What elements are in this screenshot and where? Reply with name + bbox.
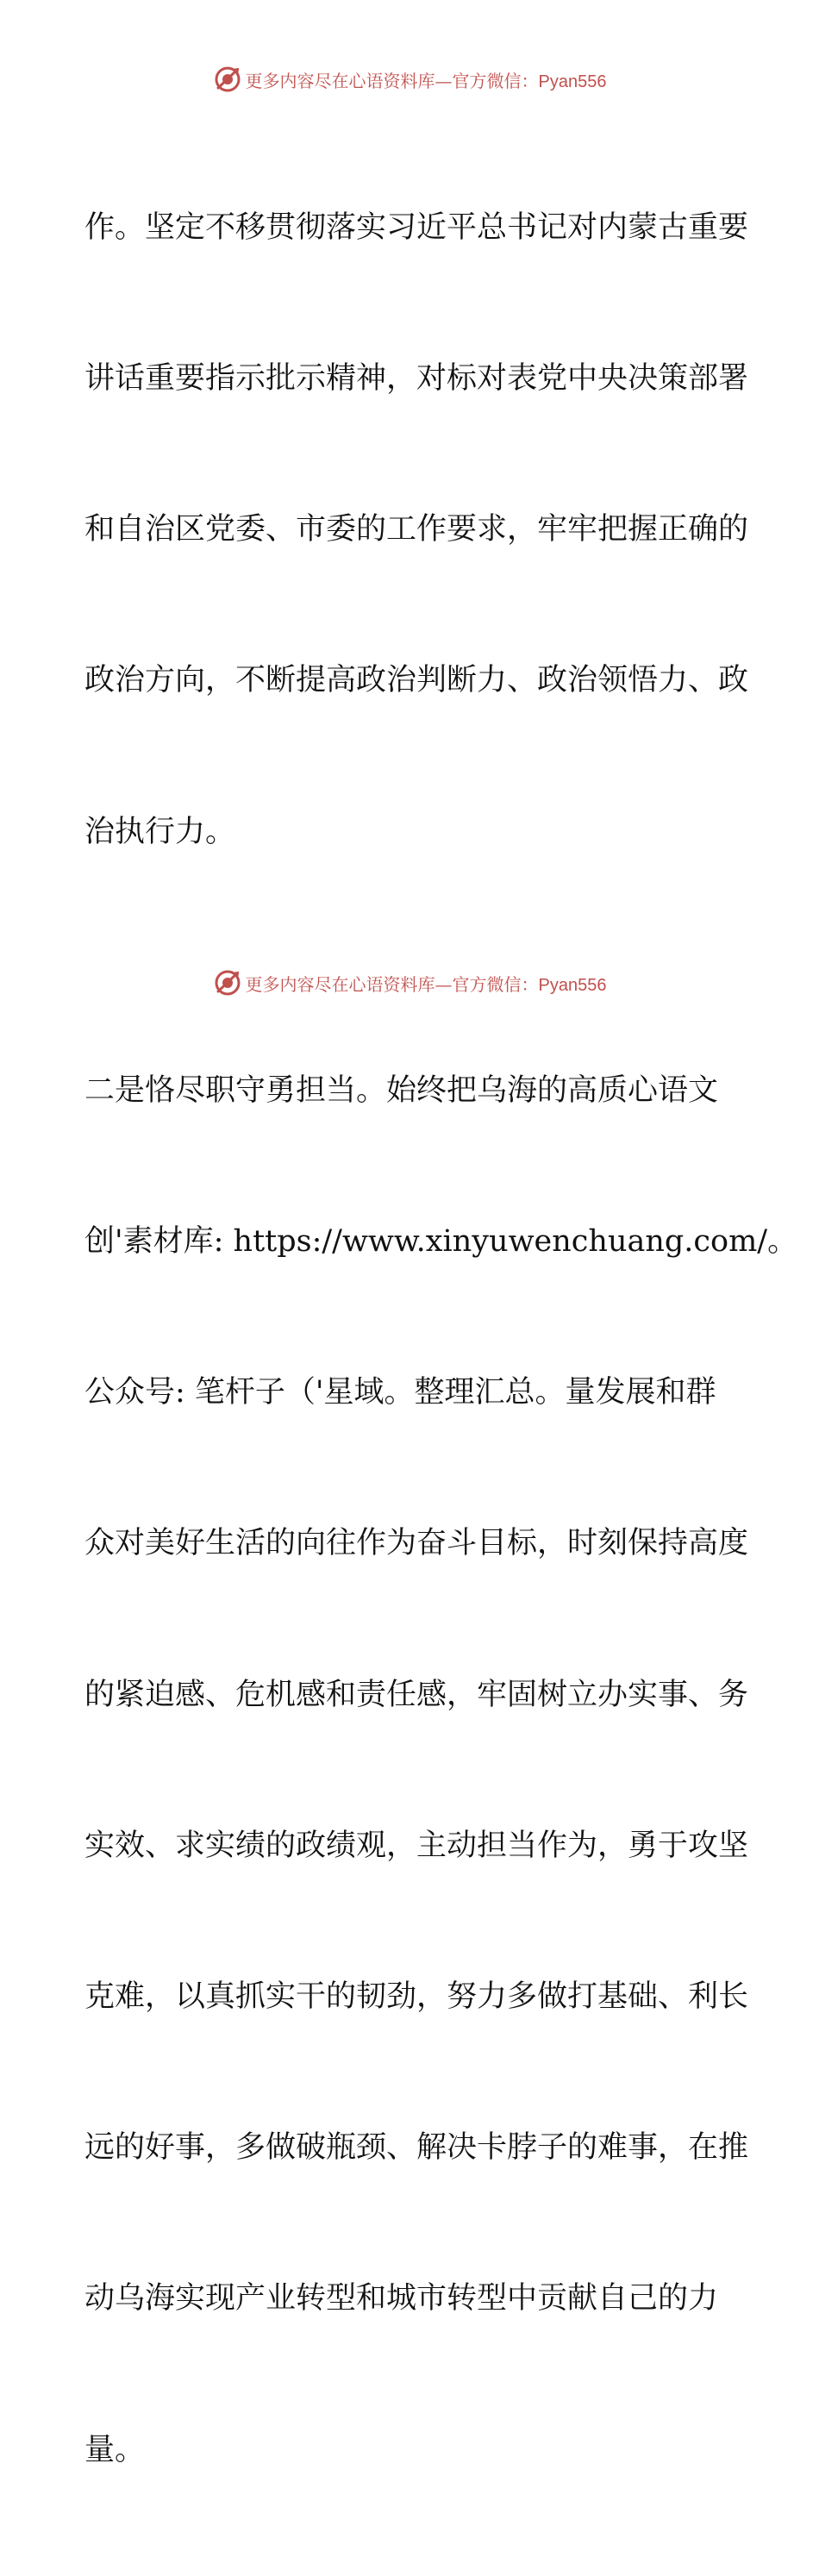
footer-banner-separator: —	[435, 973, 453, 995]
paragraph-2-line: 实效、求实绩的政绩观，主动担当作为，勇于攻坚	[84, 1828, 749, 1863]
paragraph-1-line: 作。坚定不移贯彻落实习近平总书记对内蒙古重要	[84, 209, 749, 245]
header-banner-title: 更多内容尽在心语资料库	[245, 70, 435, 91]
header-banner-separator: —	[435, 70, 453, 91]
header-banner	[0, 62, 819, 97]
paragraph-2-line: 动乌海实现产业转型和城市转型中贡献自己的力	[84, 2281, 719, 2317]
paragraph-2-line: 创'素材库: https://www.xinyuwenchuang.com/。	[84, 1223, 798, 1259]
paragraph-2-line: 量。	[84, 2432, 146, 2467]
brand-logo-icon	[213, 65, 242, 94]
header-contact-label: 官方微信：	[452, 70, 539, 91]
footer-banner-text	[246, 971, 607, 996]
paragraph-2	[84, 958, 798, 2576]
footer-contact-label: 官方微信：	[452, 973, 539, 995]
brand-logo-icon	[213, 968, 242, 997]
footer-banner-title: 更多内容尽在心语资料库	[245, 973, 435, 995]
paragraph-2-line: 众对美好生活的向往作为奋斗目标，时刻保持高度	[84, 1526, 749, 1561]
paragraph-2-line: 二是恪尽职守勇担当。始终把乌海的高质心语文	[84, 1072, 719, 1108]
paragraph-2-line: 远的好事，多做破瓶颈、解决卡脖子的难事，在推	[84, 2130, 749, 2166]
document-body	[84, 102, 798, 2576]
footer-contact-value: Pyan556	[538, 975, 607, 995]
paragraph-1-line: 讲话重要指示批示精神，对标对表党中央决策部署	[84, 361, 749, 397]
paragraph-1-line: 和自治区党委、市委的工作要求，牢牢把握正确的	[84, 512, 749, 547]
paragraph-1	[84, 102, 749, 958]
header-banner-text	[246, 67, 607, 92]
paragraph-1-line: 治执行力。	[84, 814, 236, 849]
footer-banner	[0, 966, 819, 1000]
paragraph-2-line: 的紧迫感、危机感和责任感，牢固树立办实事、务	[84, 1677, 749, 1712]
paragraph-2-line: 公众号: 笔杆子（'星域。整理汇总。量发展和群	[84, 1375, 716, 1410]
paragraph-1-line: 政治方向，不断提高政治判断力、政治领悟力、政	[84, 663, 749, 698]
header-contact-value: Pyan556	[538, 72, 607, 91]
paragraph-2-line: 克难，以真抓实干的韧劲，努力多做打基础、利长	[84, 1979, 749, 2015]
